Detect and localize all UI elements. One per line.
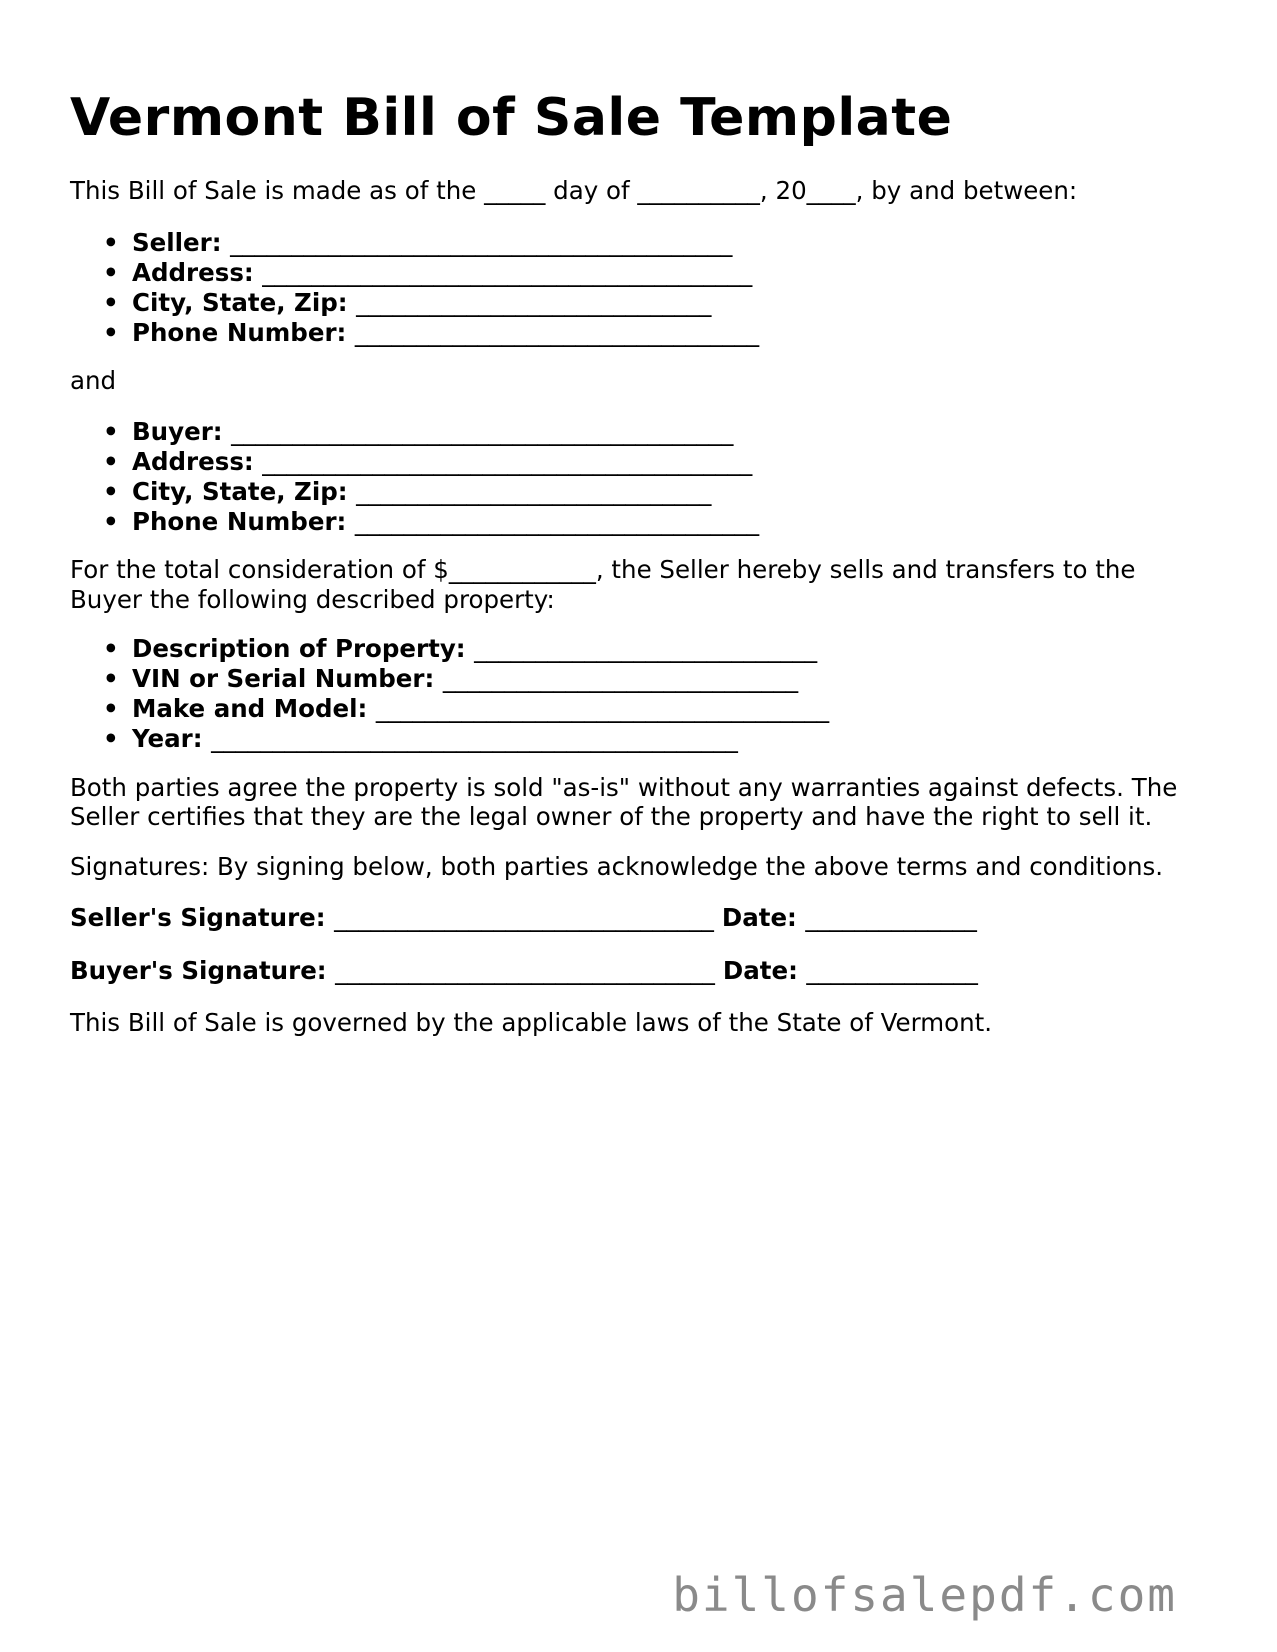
signatures-intro: Signatures: By signing below, both parties acknowledge the above terms and conditions. xyxy=(70,852,1164,881)
and-text: and xyxy=(70,366,117,395)
make-model-blank[interactable]: _____________________________________ xyxy=(375,694,830,723)
seller-city-blank[interactable]: _____________________________ xyxy=(356,288,712,317)
seller-list xyxy=(70,228,759,348)
property-description-field: • Description of Property: ____________________________ xyxy=(70,634,829,664)
property-list xyxy=(70,634,829,754)
seller-city-field: • City, State, Zip: _____________________________ xyxy=(70,288,759,318)
governing-law: This Bill of Sale is governed by the applicable laws of the State of Vermont. xyxy=(70,1008,993,1037)
watermark: billofsalepdf.com xyxy=(672,1568,1177,1622)
buyer-signature-line: Buyer's Signature: _______________________________ Date: ______________ xyxy=(70,956,978,985)
buyer-address-blank[interactable]: ________________________________________ xyxy=(262,447,753,476)
buyer-date-blank[interactable]: ______________ xyxy=(806,956,978,985)
page-title: Vermont Bill of Sale Template xyxy=(70,88,953,148)
buyer-phone-blank[interactable]: _________________________________ xyxy=(354,507,760,536)
intro-paragraph: This Bill of Sale is made as of the _____ day of __________, 20____, by and between: xyxy=(70,176,1078,205)
seller-address-blank[interactable]: ________________________________________ xyxy=(262,258,753,287)
seller-name-field: • Seller: _________________________________________ xyxy=(70,228,759,258)
seller-name-blank[interactable]: _________________________________________ xyxy=(230,228,733,257)
consideration-line-1: For the total consideration of $____________, the Seller hereby sells and transfers to the xyxy=(70,555,1136,584)
year-field: • Year: ___________________________________________ xyxy=(70,724,829,754)
property-description-blank[interactable]: ____________________________ xyxy=(474,634,818,663)
buyer-name-field: • Buyer: _________________________________________ xyxy=(70,417,759,447)
seller-phone-blank[interactable]: _________________________________ xyxy=(354,318,760,347)
vin-blank[interactable]: _____________________________ xyxy=(442,664,799,693)
as-is-line-1: Both parties agree the property is sold "as-is" without any warranties against defects. The xyxy=(70,773,1178,802)
buyer-list xyxy=(70,417,759,537)
as-is-line-2: Seller certifies that they are the legal owner of the property and have the right to sell it. xyxy=(70,802,1153,831)
buyer-name-blank[interactable]: _________________________________________ xyxy=(231,417,734,446)
seller-phone-field: • Phone Number: _________________________________ xyxy=(70,318,759,348)
seller-address-field: • Address: ________________________________________ xyxy=(70,258,759,288)
buyer-city-field: • City, State, Zip: _____________________________ xyxy=(70,477,759,507)
seller-signature-blank[interactable]: _______________________________ xyxy=(334,903,714,932)
vin-field: • VIN or Serial Number: _____________________________ xyxy=(70,664,829,694)
make-model-field: • Make and Model: _____________________________________ xyxy=(70,694,829,724)
year-blank[interactable]: ___________________________________________ xyxy=(211,724,738,753)
seller-date-blank[interactable]: ______________ xyxy=(805,903,977,932)
buyer-signature-blank[interactable]: _______________________________ xyxy=(335,956,715,985)
buyer-address-field: • Address: ________________________________________ xyxy=(70,447,759,477)
buyer-city-blank[interactable]: _____________________________ xyxy=(356,477,712,506)
consideration-line-2: Buyer the following described property: xyxy=(70,585,555,614)
buyer-phone-field: • Phone Number: _________________________________ xyxy=(70,507,759,537)
seller-signature-line: Seller's Signature: _______________________________ Date: ______________ xyxy=(70,903,977,932)
